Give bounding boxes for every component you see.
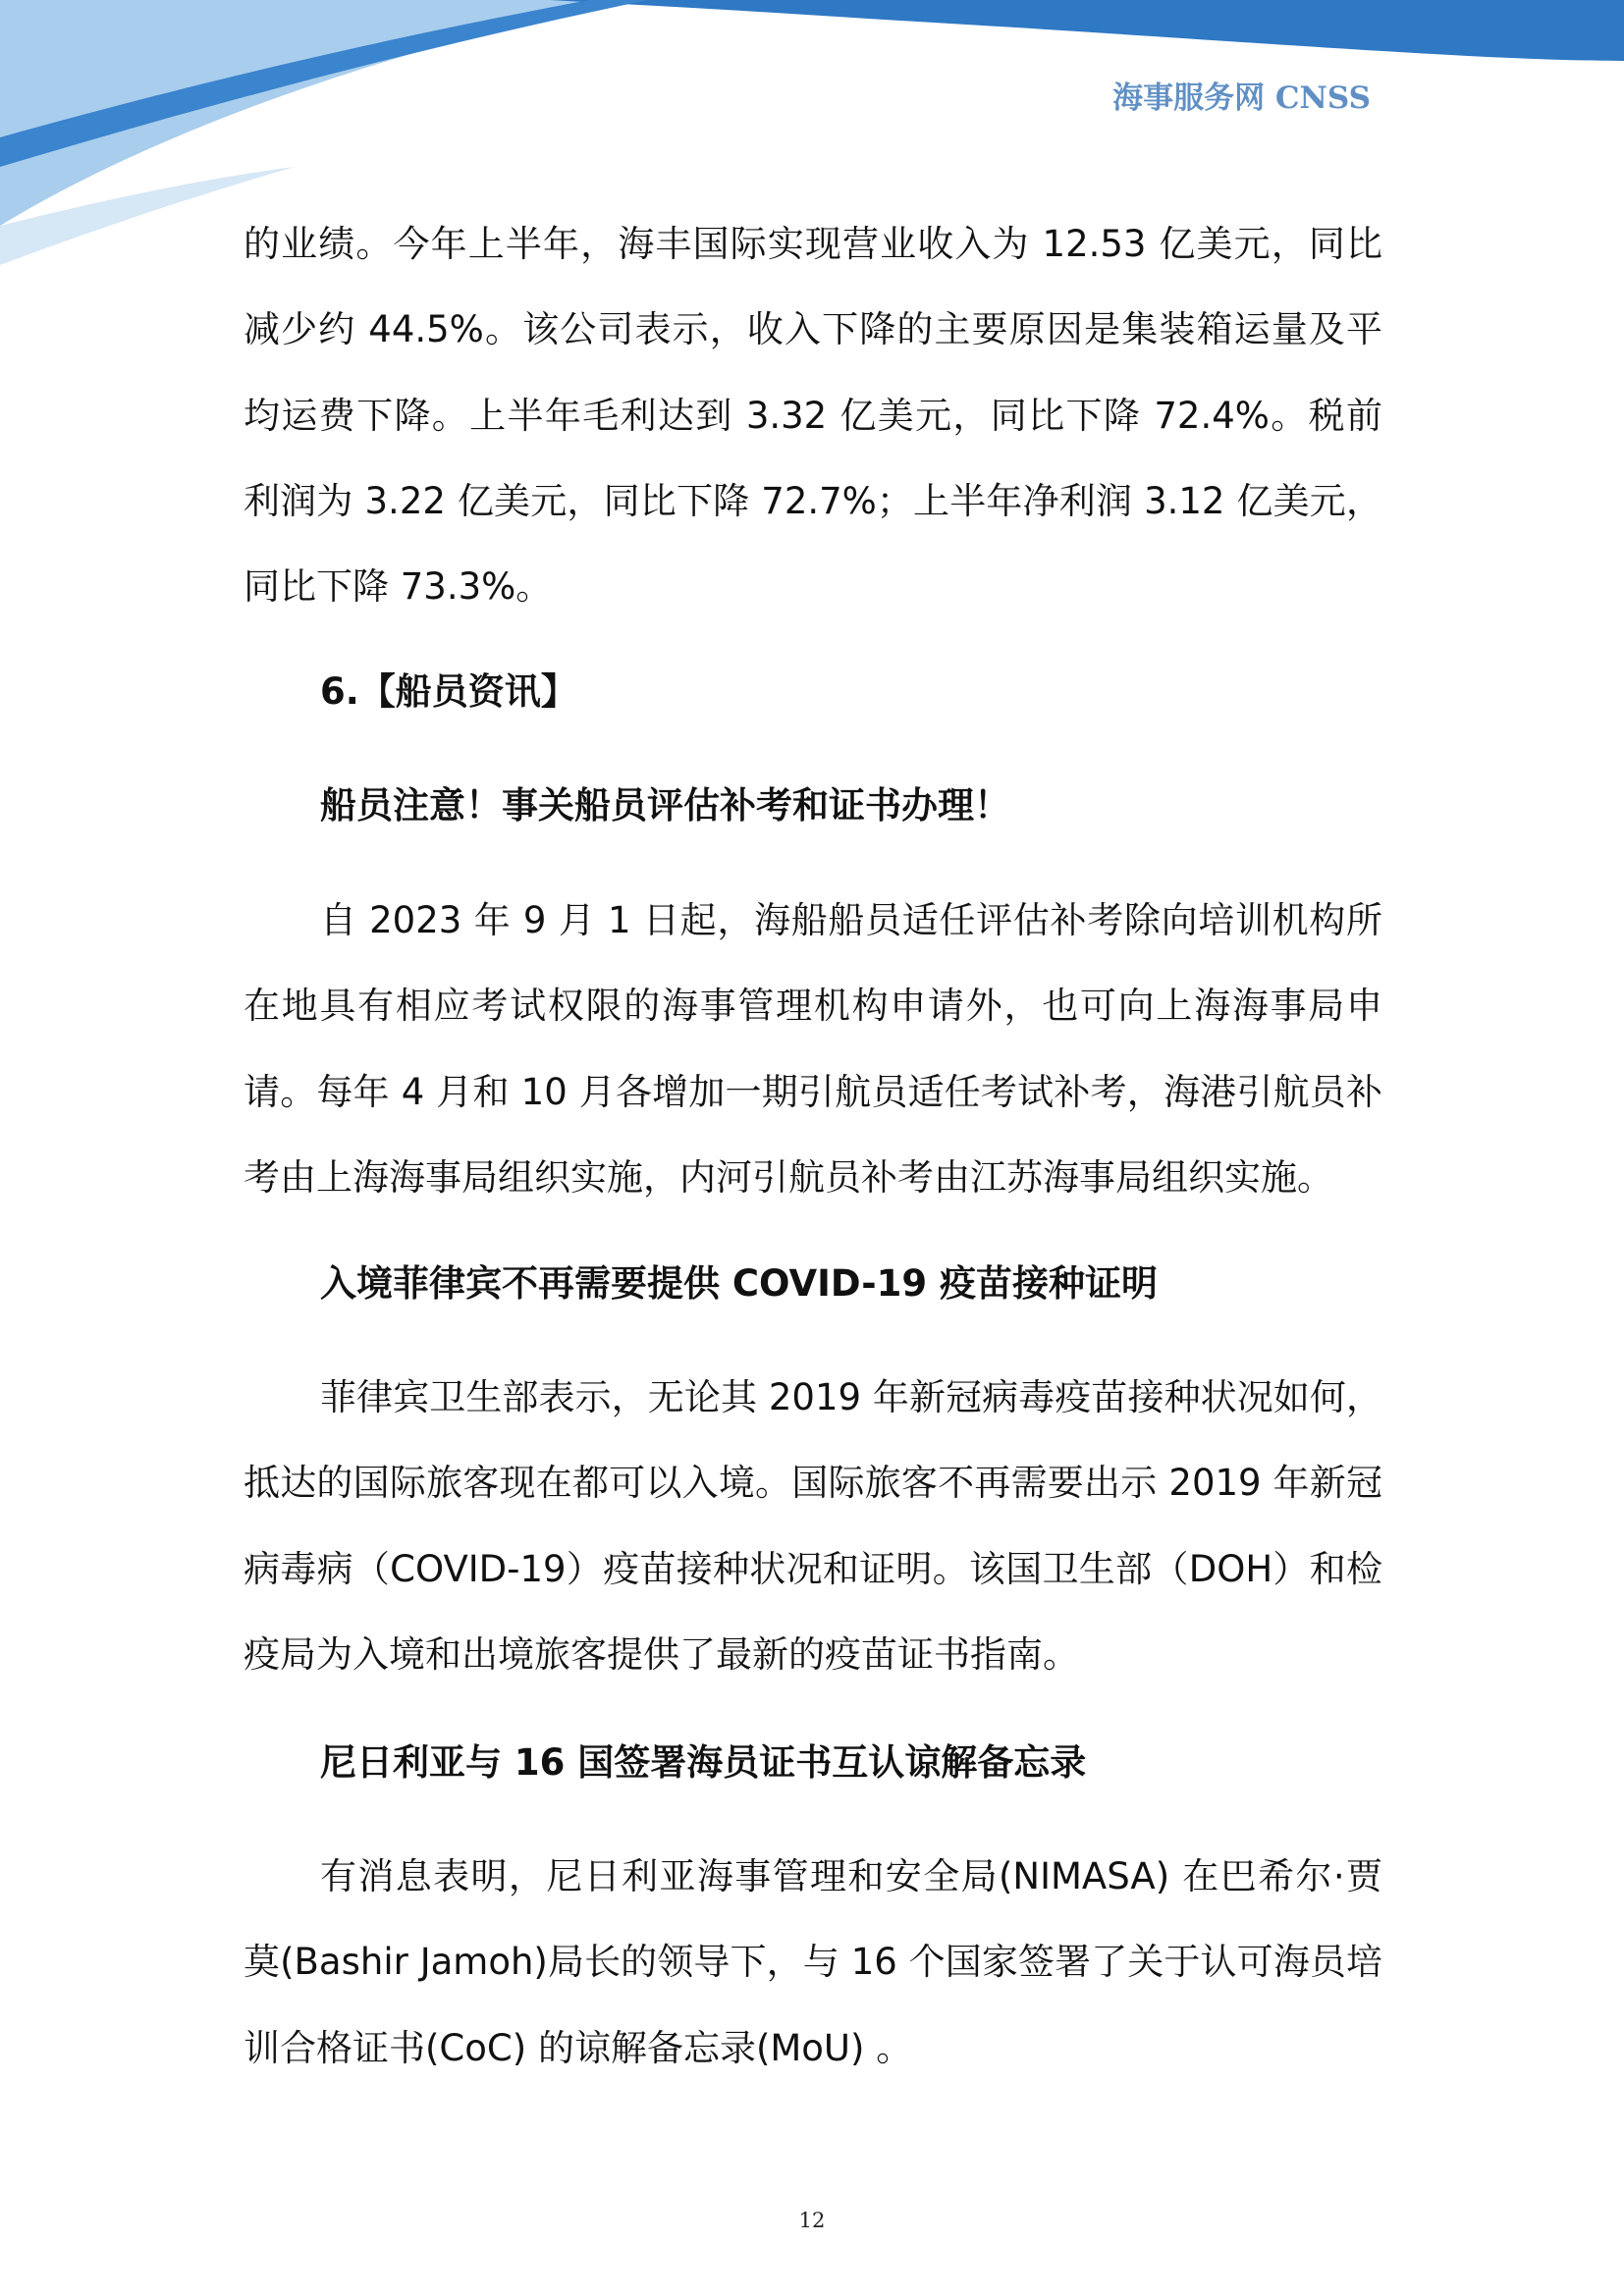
paragraph-philippines: 菲律宾卫生部表示，无论其 2019 年新冠病毒疫苗接种状况如何，抵达的国际旅客现在都可以入境。国际旅客不再需要出示 2019 年新冠病毒病（COVID-19）疫苗接种状况和证明。该国卫生部（DOH）和检疫局为入境和出境旅客提供了最新的疫苗证书指南。 xyxy=(244,1376,1382,1676)
article-heading-1: 船员注意！事关船员评估补考和证书办理！ xyxy=(320,784,1010,827)
paragraph-exam: 自 2023 年 9 月 1 日起，海船船员适任评估补考除向培训机构所在地具有相应考试权限的海事管理机构申请外，也可向上海海事局申请。每年 4 月和 10 月各增加一期引航员适任考试补考，海港引航员补考由上海海事局组织实施，内河引航员补考由江苏海事局组织实施。 xyxy=(244,899,1382,1199)
paragraph-finance: 的业绩。今年上半年，海丰国际实现营业收入为 12.53 亿美元，同比减少约 44.5%。该公司表示，收入下降的主要原因是集装箱运量及平均运费下降。上半年毛利达到 3.32 亿美元，同比下降 72.4%。税前利润为 3.22 亿美元，同比下降 72.7%；上半年净利润 3.12 亿美元，同比下降 73.3%。 xyxy=(244,223,1382,609)
brand-header: 海事服务网 CNSS xyxy=(1112,80,1371,116)
article-heading-3: 尼日利亚与 16 国签署海员证书互认谅解备忘录 xyxy=(320,1741,1087,1784)
page-number: 12 xyxy=(798,2209,826,2232)
section-heading: 6.【船员资讯】 xyxy=(320,670,577,713)
paragraph-nigeria: 有消息表明，尼日利亚海事管理和安全局(NIMASA) 在巴希尔·贾莫(Bashir Jamoh)局长的领导下，与 16 个国家签署了关于认可海员培训合格证书(CoC) 的谅解备忘录(MoU) 。 xyxy=(244,1855,1382,2069)
article-heading-2: 入境菲律宾不再需要提供 COVID-19 疫苗接种证明 xyxy=(320,1262,1159,1305)
